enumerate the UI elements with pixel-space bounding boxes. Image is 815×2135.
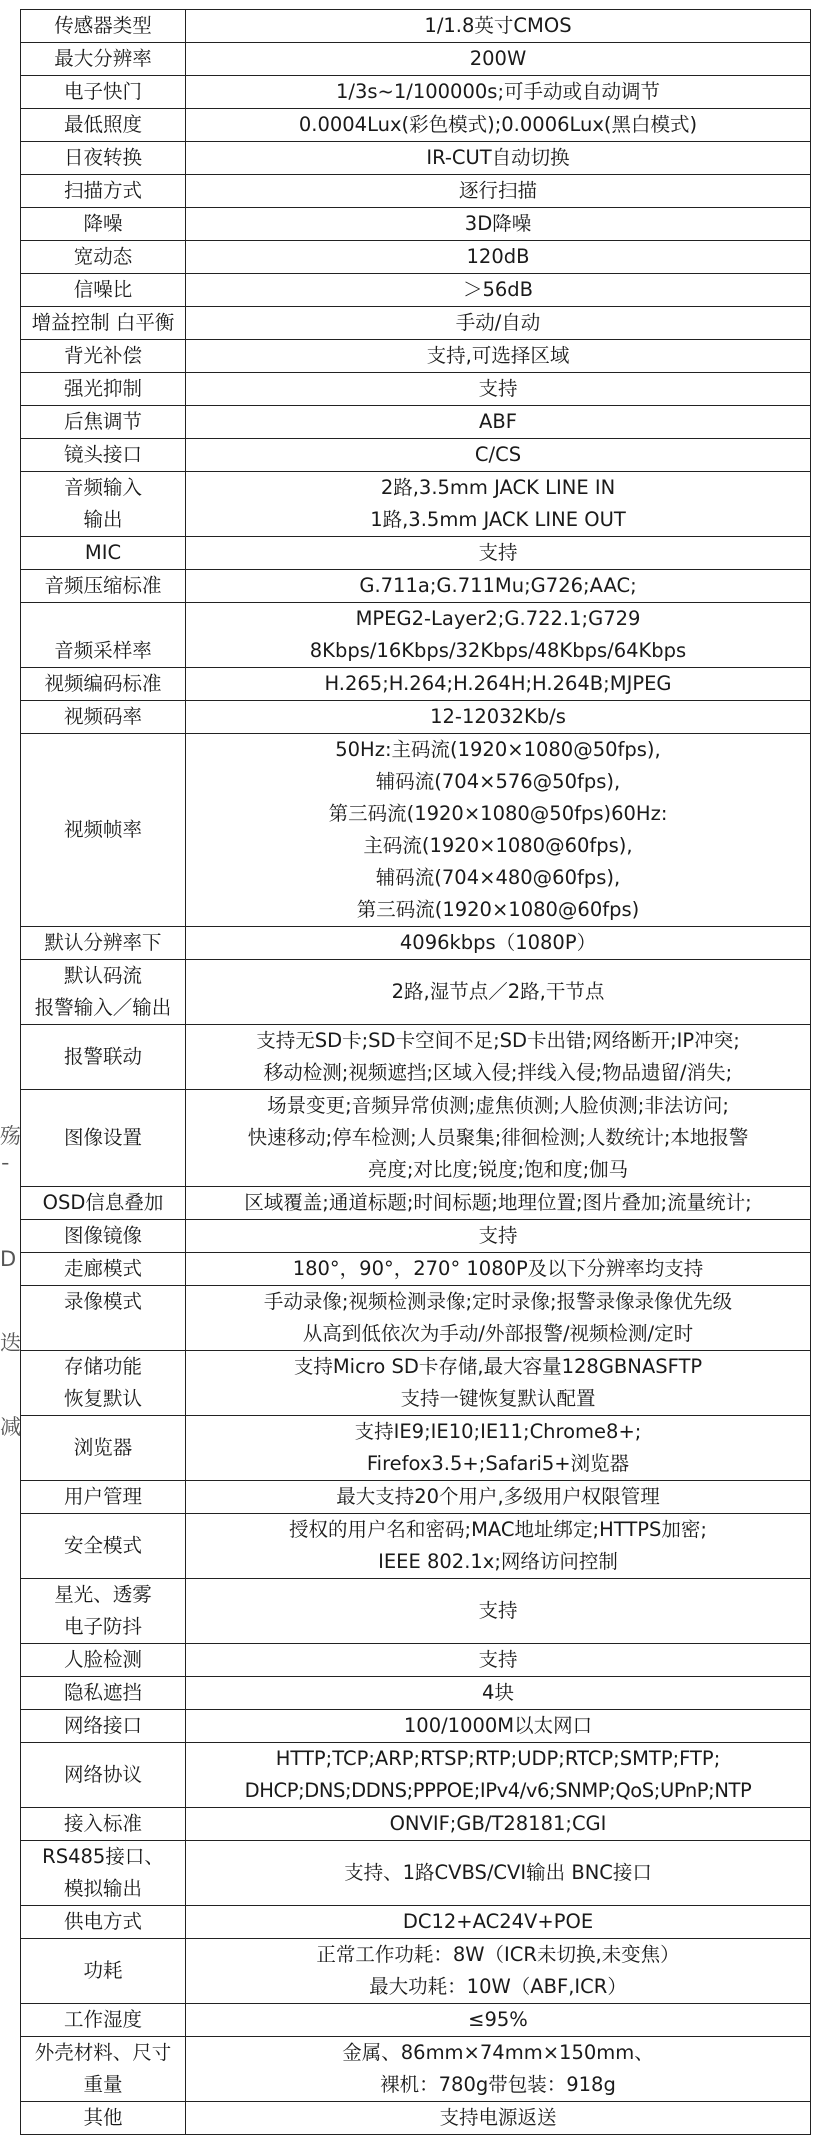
spec-value [186,1090,811,1187]
spec-key [21,2037,186,2102]
spec-value-line: 授权的用户名和密码;MAC地址绑定;HTTPS加密; [289,1518,707,1541]
spec-value-line: ≤95% [468,2008,528,2031]
spec-row [21,2037,811,2102]
spec-key [21,1710,186,1743]
spec-value [186,960,811,1025]
spec-value [186,406,811,439]
spec-key [21,307,186,340]
spec-key-line: 走廊模式 [63,1257,142,1280]
spec-value-line: 120dB [466,245,530,268]
spec-value [186,274,811,307]
spec-value-line: 4块 [482,1681,514,1704]
spec-key-line: 背光补偿 [63,344,142,367]
spec-value-line: 支持,可选择区域 [426,344,570,367]
spec-value-line: 移动检测;视频遮挡;区域入侵;拌线入侵;物品遗留/消失; [263,1061,733,1084]
spec-value [186,927,811,960]
spec-row [21,175,811,208]
spec-key [21,1187,186,1220]
spec-value-line: ONVIF;GB/T28181;CGI [389,1812,607,1835]
spec-key-line: 浏览器 [73,1436,133,1459]
spec-value-line: 4096kbps（1080P） [399,931,597,954]
spec-value [186,2037,811,2102]
spec-value [186,439,811,472]
spec-key-line: MIC [84,541,122,564]
spec-row [21,241,811,274]
spec-value [186,734,811,927]
spec-value-line: IEEE 802.1x;网络访问控制 [378,1550,618,1573]
spec-key-line: 默认码流 [63,964,142,987]
spec-row [21,1220,811,1253]
spec-key-line: 音频输入 [63,476,142,499]
spec-value-line: 金属、86mm×74mm×150mm、 [342,2041,654,2064]
spec-value-line: 主码流(1920×1080@60fps), [363,834,633,857]
spec-value-line: MPEG2-Layer2;G.722.1;G729 [355,607,641,630]
spec-row [21,1939,811,2004]
spec-row [21,2004,811,2037]
spec-value-line: 支持一键恢复默认配置 [400,1387,596,1410]
spec-value [186,1286,811,1351]
spec-row [21,1025,811,1090]
spec-value [186,208,811,241]
spec-key-line: 强光抑制 [63,377,142,400]
spec-value-line: 支持 [478,1224,518,1247]
spec-row [21,43,811,76]
spec-value [186,1416,811,1481]
spec-key-line: 存储功能 [63,1355,142,1378]
spec-row [21,10,811,43]
spec-row [21,1579,811,1644]
spec-key [21,1351,186,1416]
spec-key [21,1841,186,1906]
spec-key [21,734,186,927]
spec-value [186,1220,811,1253]
spec-key [21,927,186,960]
spec-value-line: DC12+AC24V+POE [402,1910,594,1933]
spec-key-line: 视频帧率 [63,818,142,841]
spec-key-line: 其他 [83,2106,123,2129]
spec-value-line: 亮度;对比度;锐度;饱和度;伽马 [367,1158,629,1181]
spec-value-line: 180°，90°，270° 1080P及以下分辨率均支持 [292,1257,704,1280]
spec-row [21,1286,811,1351]
spec-value-line: 支持、1路CVBS/CVI输出 BNC接口 [344,1861,652,1884]
spec-key-line: 增益控制 白平衡 [31,311,175,334]
spec-value-line: 支持Micro SD卡存储,最大容量128GBNASFTP [293,1355,703,1378]
spec-key [21,10,186,43]
spec-row [21,472,811,537]
spec-key [21,208,186,241]
spec-value-line: IR-CUT自动切换 [426,146,570,169]
spec-value-line: 支持 [478,1648,518,1671]
spec-value-line: 正常工作功耗：8W（ICR未切换,未变焦） [316,1943,680,1966]
spec-key-line: 电子防抖 [63,1615,142,1638]
margin-char: ˉ [0,1160,11,1184]
spec-row [21,142,811,175]
spec-key [21,241,186,274]
spec-value [186,340,811,373]
spec-row [21,109,811,142]
spec-value [186,2004,811,2037]
spec-value [186,472,811,537]
spec-key [21,1253,186,1286]
margin-char: 减 [0,1415,21,1439]
spec-value-line: 100/1000M以太网口 [403,1714,593,1737]
spec-value-line: ＞56dB [462,278,534,301]
spec-value-line: H.265;H.264;H.264H;H.264B;MJPEG [324,672,672,695]
spec-key-line: 外壳材料、尺寸 [34,2041,172,2064]
spec-value [186,1351,811,1416]
spec-row [21,274,811,307]
spec-row [21,1253,811,1286]
spec-value-line: 辅码流(704×576@50fps), [375,770,621,793]
spec-key [21,274,186,307]
spec-key [21,43,186,76]
left-margin-fragments [0,0,21,2106]
spec-key-line: 降噪 [83,212,123,235]
spec-value-line: 第三码流(1920×1080@60fps) [356,898,640,921]
spec-value [186,307,811,340]
spec-value [186,701,811,734]
spec-value [186,1481,811,1514]
spec-key-line: 隐私遮挡 [63,1681,142,1704]
spec-value-line: 0.0004Lux(彩色模式);0.0006Lux(黑白模式) [298,113,698,136]
spec-key-line: 网络接口 [63,1714,142,1737]
spec-value-line: Firefox3.5+;Safari5+浏览器 [366,1452,630,1475]
spec-row [21,734,811,927]
spec-value [186,1710,811,1743]
spec-value-line: 快速移动;停车检测;人员聚集;徘徊检测;人数统计;本地报警 [247,1126,749,1149]
spec-value [186,43,811,76]
spec-row [21,307,811,340]
spec-value [186,142,811,175]
spec-row [21,1808,811,1841]
spec-value-line: 支持IE9;IE10;IE11;Chrome8+; [354,1420,642,1443]
spec-row [21,76,811,109]
spec-key [21,1514,186,1579]
spec-row [21,208,811,241]
spec-value-line: 支持 [478,541,518,564]
spec-row [21,1187,811,1220]
spec-key-line: RS485接口、 [42,1845,164,1868]
spec-key [21,472,186,537]
spec-row [21,2102,811,2135]
spec-key-line: 音频压缩标准 [44,574,162,597]
spec-value-line: 手动/自动 [455,311,541,334]
spec-value [186,1808,811,1841]
spec-key [21,1743,186,1808]
spec-value [186,570,811,603]
spec-value [186,1841,811,1906]
spec-key [21,960,186,1025]
spec-value [186,1644,811,1677]
spec-key [21,76,186,109]
spec-row [21,439,811,472]
spec-value [186,1579,811,1644]
spec-key [21,406,186,439]
spec-value-line: 逐行扫描 [458,179,537,202]
spec-key-line: 最大分辨率 [54,47,152,70]
spec-table [20,9,811,2135]
spec-value [186,1677,811,1710]
spec-row [21,603,811,668]
spec-value-line: 12-12032Kb/s [430,705,566,728]
spec-key-line: 音频采样率 [54,639,152,662]
spec-value [186,2102,811,2135]
spec-key [21,1579,186,1644]
spec-key-line: 供电方式 [63,1910,142,1933]
spec-value-line: 支持 [478,1599,518,1622]
spec-value-line: 场景变更;音频异常侦测;虚焦侦测;人脸侦测;非法访问; [267,1094,729,1117]
spec-key [21,1025,186,1090]
spec-value-line: ABF [479,410,517,433]
spec-value-line: HTTP;TCP;ARP;RTSP;RTP;UDP;RTCP;SMTP;FTP; [275,1747,721,1770]
spec-key-line: 日夜转换 [63,146,142,169]
spec-key [21,1416,186,1481]
spec-key [21,603,186,668]
spec-key [21,1481,186,1514]
spec-key [21,1286,186,1351]
spec-key [21,1808,186,1841]
spec-key [21,537,186,570]
spec-key [21,1220,186,1253]
spec-value-line: 从高到低依次为手动/外部报警/视频检测/定时 [302,1322,694,1345]
spec-key [21,175,186,208]
spec-row [21,1677,811,1710]
spec-value-line: 1/1.8英寸CMOS [424,14,572,37]
spec-row [21,537,811,570]
spec-key-line: 视频码率 [63,705,142,728]
spec-key [21,570,186,603]
spec-value-line: 辅码流(704×480@60fps), [375,866,621,889]
spec-value-line: 最大支持20个用户,多级用户权限管理 [336,1485,660,1508]
spec-key-line: 扫描方式 [63,179,142,202]
spec-row [21,1644,811,1677]
spec-value [186,1187,811,1220]
spec-key-line: 信噪比 [73,278,133,301]
spec-key-line: 安全模式 [63,1534,142,1557]
spec-value [186,603,811,668]
spec-value-line: G.711a;G.711Mu;G726;AAC; [359,574,637,597]
spec-row [21,668,811,701]
spec-value-line: 手动录像;视频检测录像;定时录像;报警录像录像优先级 [263,1290,733,1313]
spec-row [21,570,811,603]
spec-row [21,1514,811,1579]
spec-row [21,1416,811,1481]
spec-key-line: 传感器类型 [54,14,152,37]
spec-key-line: 恢复默认 [63,1387,142,1410]
spec-key [21,373,186,406]
spec-key [21,1677,186,1710]
spec-key-line: 图像镜像 [63,1224,142,1247]
spec-row [21,701,811,734]
spec-key [21,1906,186,1939]
spec-key-line: 用户管理 [63,1485,142,1508]
spec-value-line: 支持 [478,377,518,400]
spec-key-line: 最低照度 [63,113,142,136]
spec-value [186,373,811,406]
spec-value [186,1939,811,2004]
spec-key-line: 星光、透雾 [54,1583,152,1606]
spec-key-line: 后焦调节 [63,410,142,433]
spec-key [21,1090,186,1187]
spec-key-line: 模拟输出 [63,1877,142,1900]
spec-key-line: 镜头接口 [63,443,142,466]
spec-key [21,2102,186,2135]
spec-row [21,1351,811,1416]
spec-key-line: 电子快门 [63,80,142,103]
spec-key-line: 报警联动 [63,1045,142,1068]
spec-value [186,10,811,43]
margin-char: 迭 [0,1331,21,1355]
spec-key-line: 默认分辨率下 [44,931,162,954]
spec-value-line: 区域覆盖;通道标题;时间标题;地理位置;图片叠加;流量统计; [244,1191,752,1214]
spec-value [186,1743,811,1808]
spec-key-line: 图像设置 [63,1126,142,1149]
spec-row [21,1743,811,1808]
spec-value [186,1906,811,1939]
spec-key-line: 视频编码标准 [44,672,162,695]
spec-key [21,142,186,175]
spec-key [21,439,186,472]
spec-value [186,668,811,701]
spec-key [21,109,186,142]
spec-row [21,1481,811,1514]
spec-value-line: 支持无SD卡;SD卡空间不足;SD卡出错;网络断开;IP冲突; [256,1029,740,1052]
spec-value-line: 2路,3.5mm JACK LINE IN [380,476,616,499]
spec-key-line: OSD信息叠加 [42,1191,164,1214]
spec-key-line: 工作湿度 [63,2008,142,2031]
spec-value-line: DHCP;DNS;DDNS;PPPOE;IPv4/v6;SNMP;QoS;UPnP;NTP [244,1779,752,1802]
spec-value-line: 2路,湿节点／2路,干节点 [391,980,605,1003]
spec-row [21,1710,811,1743]
spec-key [21,701,186,734]
spec-value [186,175,811,208]
spec-value-line: 1/3s~1/100000s;可手动或自动调节 [335,80,661,103]
spec-value [186,1514,811,1579]
spec-value [186,241,811,274]
spec-value-line: 最大功耗：10W（ABF,ICR） [369,1975,627,1998]
margin-char: 殇 [0,1124,21,1148]
spec-key-line: 重量 [83,2073,123,2096]
spec-row [21,406,811,439]
margin-char: D [0,1247,17,1271]
spec-value-line: 3D降噪 [464,212,532,235]
spec-value-line: 8Kbps/16Kbps/32Kbps/48Kbps/64Kbps [309,639,687,662]
spec-value [186,537,811,570]
spec-key-line: 接入标准 [63,1812,142,1835]
spec-key-line: 输出 [83,508,123,531]
spec-value-line: 1路,3.5mm JACK LINE OUT [370,508,626,531]
spec-value-line: 200W [469,47,527,70]
spec-key-line: 录像模式 [63,1290,142,1313]
spec-value [186,109,811,142]
spec-key [21,2004,186,2037]
spec-row [21,340,811,373]
spec-key-line: 功耗 [83,1959,123,1982]
spec-key-line: 报警输入／输出 [34,996,172,1019]
spec-value [186,1025,811,1090]
spec-key-line: 人脸检测 [63,1648,142,1671]
spec-key [21,668,186,701]
spec-key [21,1939,186,2004]
spec-row [21,960,811,1025]
spec-key [21,340,186,373]
spec-row [21,1906,811,1939]
spec-row [21,1090,811,1187]
spec-value-line: 50Hz:主码流(1920×1080@50fps), [335,738,661,761]
spec-value-line: 第三码流(1920×1080@50fps)60Hz: [328,802,668,825]
spec-value-line: 裸机：780g带包装：918g [380,2073,616,2096]
spec-key-line: 宽动态 [73,245,133,268]
spec-key [21,1644,186,1677]
spec-key-line: 网络协议 [63,1763,142,1786]
spec-value-line: C/CS [474,443,522,466]
spec-row [21,373,811,406]
spec-value [186,76,811,109]
spec-value-line: 支持电源返送 [439,2106,557,2129]
spec-value [186,1253,811,1286]
spec-row [21,927,811,960]
spec-row [21,1841,811,1906]
